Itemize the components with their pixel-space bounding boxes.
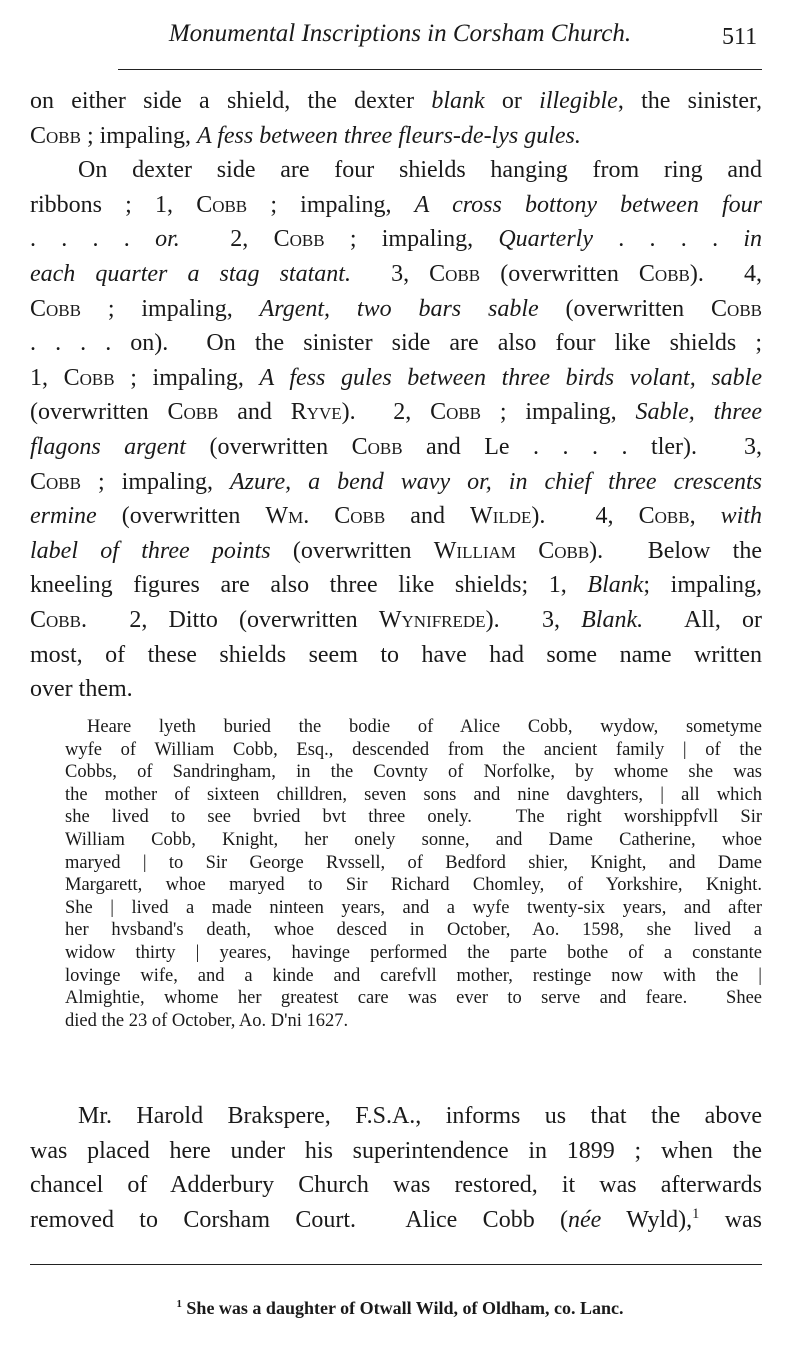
italic-run: Argent, two bars sable (259, 295, 539, 322)
footnote-ref: 1 (692, 1205, 700, 1222)
text-run: the mother of sixteen chilldren, seven sons and nine davghters, | all which (65, 784, 762, 805)
text-run: (overwritten (480, 260, 639, 287)
small-caps-run: Cobb, (638, 503, 696, 530)
text-run: was placed here under his superintendence in 1899 ; when the (30, 1137, 762, 1164)
text-run: ). 3, (485, 606, 582, 633)
text-line (30, 119, 762, 154)
text-line (30, 499, 762, 534)
text-line (30, 1168, 762, 1203)
italic-run: née (568, 1206, 602, 1233)
text-line (30, 326, 762, 361)
text-run: (overwritten (30, 399, 168, 426)
text-line (30, 568, 762, 603)
text-run: ; impaling, (114, 364, 260, 391)
small-caps-run: Cobb (638, 260, 690, 287)
italic-run: illegible (539, 88, 618, 114)
page-number: 511 (722, 24, 758, 50)
small-caps-run: Ryve (290, 399, 342, 426)
text-run: ; impaling, (481, 399, 636, 426)
text-run: She | lived a made ninteen years, and a wyfe twenty-six years, and after (65, 897, 762, 918)
text-line (65, 942, 762, 965)
italic-run: Blank (587, 572, 644, 599)
text-run: Almightie, whome her greatest care was ever to serve and feare. Shee (65, 988, 762, 1009)
small-caps-run: Wm. Cobb (265, 503, 386, 530)
text-line (30, 672, 762, 707)
text-run: died the 23 of October, Ao. D'ni 1627. (65, 1010, 349, 1031)
text-line (30, 153, 762, 188)
text-line (30, 292, 762, 327)
small-caps-run: Cobb (430, 399, 482, 426)
small-caps-run: Cobb (711, 295, 763, 322)
text-line (30, 1203, 762, 1238)
text-run: ; impaling, (324, 226, 499, 253)
text-line (30, 430, 762, 465)
text-run: on either side a shield, the dexter (30, 88, 432, 114)
text-run: ; impaling, (80, 295, 260, 322)
text-run: . . . . on). On the sinister side are also four like shields ; (30, 330, 762, 357)
text-line (30, 257, 762, 292)
small-caps-run: William Cobb (433, 537, 590, 564)
inscription-text (65, 716, 762, 1032)
italic-run: label of three points (30, 537, 271, 564)
italic-run: or. (155, 226, 180, 253)
text-run: . . . . (30, 226, 156, 253)
text-run: All, or (643, 606, 762, 633)
text-line (65, 716, 762, 739)
italic-run: A fess gules between three birds volant, sable (259, 364, 763, 391)
text-line (30, 222, 762, 257)
text-run: 1, (30, 364, 64, 391)
text-run: William Cobb, Knight, her onely sonne, and Dame Catherine, whoe (65, 829, 762, 850)
small-caps-run: Cobb (351, 433, 403, 460)
text-line (65, 874, 762, 897)
text-run: and Le . . . . tler). 3, (402, 433, 762, 460)
text-run: . . . . (593, 226, 744, 253)
text-run: Cobbs, of Sandringham, in the Covnty of Norfolke, by whome she was (65, 762, 762, 783)
running-header-title: Monumental Inscriptions in Corsham Church. (168, 20, 632, 47)
small-caps-run: Wynifrede (378, 606, 486, 633)
small-caps-run: Cobb (63, 364, 115, 391)
text-run: Wyld), (601, 1206, 693, 1233)
text-run: (overwritten (185, 433, 352, 460)
text-run: ; impaling, (643, 572, 762, 599)
text-line (65, 739, 762, 762)
text-run: (overwritten (270, 537, 434, 564)
text-run: ; impaling, (247, 191, 415, 218)
small-caps-run: Cobb (273, 226, 325, 253)
header-rule (118, 69, 762, 70)
footnote-rule (30, 1264, 762, 1265)
text-run: and (385, 503, 471, 530)
text-run: wyfe of William Cobb, Esq., descended from the ancient family | of the (65, 739, 762, 760)
italic-run: ermine (30, 503, 97, 530)
footnote (0, 1298, 800, 1319)
text-line (65, 1010, 762, 1033)
text-line (30, 188, 762, 223)
italic-run: flagons argent (30, 433, 186, 460)
text-run: widow thirty | yeares, havinge performed the parte bothe of a constante (65, 942, 762, 963)
text-line (65, 806, 762, 829)
text-run: Heare lyeth buried the bodie of Alice Cobb, wydow, sometyme (87, 717, 762, 737)
text-run: , the sinister, (617, 88, 763, 114)
text-run: ). Below the (589, 537, 762, 564)
text-run: most, of these shields seem to have had some name written (30, 641, 762, 668)
text-run: removed to Corsham Court. Alice Cobb ( (30, 1206, 569, 1233)
text-run: maryed | to Sir George Rvssell, of Bedford shier, Knight, and Dame (65, 852, 762, 873)
text-line (65, 761, 762, 784)
italic-run: Azure, a bend wavy or, in chief three crescents (230, 468, 762, 495)
footnote-marker: 1 (176, 1298, 182, 1310)
italic-run: A fess between three fleurs-de-lys gules. (196, 122, 581, 149)
text-run: ; impaling, (80, 122, 197, 149)
text-line (30, 638, 762, 673)
text-run: chancel of Adderbury Church was restored, it was afterwards (30, 1172, 762, 1199)
text-run: ). 4, (531, 503, 639, 530)
italic-run: A cross bottony between four (414, 191, 762, 218)
text-run: her hvsband's death, whoe desced in October, Ao. 1598, she lived a (65, 920, 762, 941)
text-line (30, 1134, 762, 1169)
italic-run: Sable, three (635, 399, 763, 426)
small-caps-run: Cobb (30, 295, 81, 322)
small-caps-run: Cobb (30, 468, 81, 495)
text-line (65, 965, 762, 988)
text-run: (overwritten (96, 503, 266, 530)
small-caps-run: Cobb (167, 399, 219, 426)
text-run: ; impaling, (80, 468, 230, 495)
italic-run: with (720, 503, 763, 530)
italic-run: each quarter a stag statant. (30, 260, 351, 287)
text-line (30, 84, 762, 119)
text-run: ). 2, (341, 399, 431, 426)
text-line (30, 395, 762, 430)
text-line (30, 1099, 762, 1134)
text-line (65, 897, 762, 920)
text-line (30, 603, 762, 638)
text-run: (overwritten (538, 295, 712, 322)
small-caps-run: Cobb. (30, 606, 87, 633)
text-line (30, 465, 762, 500)
paragraph-shields (30, 84, 762, 707)
small-caps-run: Cobb (429, 260, 481, 287)
text-line (65, 919, 762, 942)
small-caps-run: Cobb (30, 122, 81, 149)
text-run: lovinge wife, and a kinde and carefvll mother, restinge now with the | (65, 965, 762, 986)
text-run: she lived to see bvried bvt three onely. The right worshippfvll Sir (65, 807, 762, 828)
text-line (65, 784, 762, 807)
text-line (30, 361, 762, 396)
italic-run: in (743, 226, 763, 253)
text-run: or (484, 88, 540, 114)
text-line (65, 829, 762, 852)
text-run: kneeling figures are also three like shields; 1, (30, 572, 588, 599)
text-run: 2, (179, 226, 274, 253)
text-line (65, 987, 762, 1010)
italic-run: Blank. (581, 606, 644, 633)
italic-run: Quarterly (498, 226, 593, 253)
footnote-text: She was a daughter of Otwall Wild, of Oldham, co. Lanc. (181, 1298, 624, 1318)
text-run: ). 4, (689, 260, 763, 287)
text-run: over them. (30, 676, 133, 703)
text-run: 3, (350, 260, 430, 287)
text-run: Mr. Harold Brakspere, F.S.A., informs us that the above (78, 1103, 762, 1129)
text-run: was (699, 1206, 763, 1233)
paragraph-brakspere (30, 1099, 762, 1237)
text-run: On dexter side are four shields hanging from ring and (78, 157, 762, 184)
text-run: and (218, 399, 291, 426)
small-caps-run: Wilde (470, 503, 532, 530)
text-run: ribbons ; 1, (30, 191, 197, 218)
text-run: 2, Ditto (overwritten (86, 606, 379, 633)
italic-run: blank (431, 88, 485, 114)
small-caps-run: Cobb (196, 191, 248, 218)
text-line (30, 534, 762, 569)
text-run: Margarett, whoe maryed to Sir Richard Chomley, of Yorkshire, Knight. (65, 875, 762, 896)
text-line (65, 852, 762, 875)
text-run (696, 503, 721, 529)
